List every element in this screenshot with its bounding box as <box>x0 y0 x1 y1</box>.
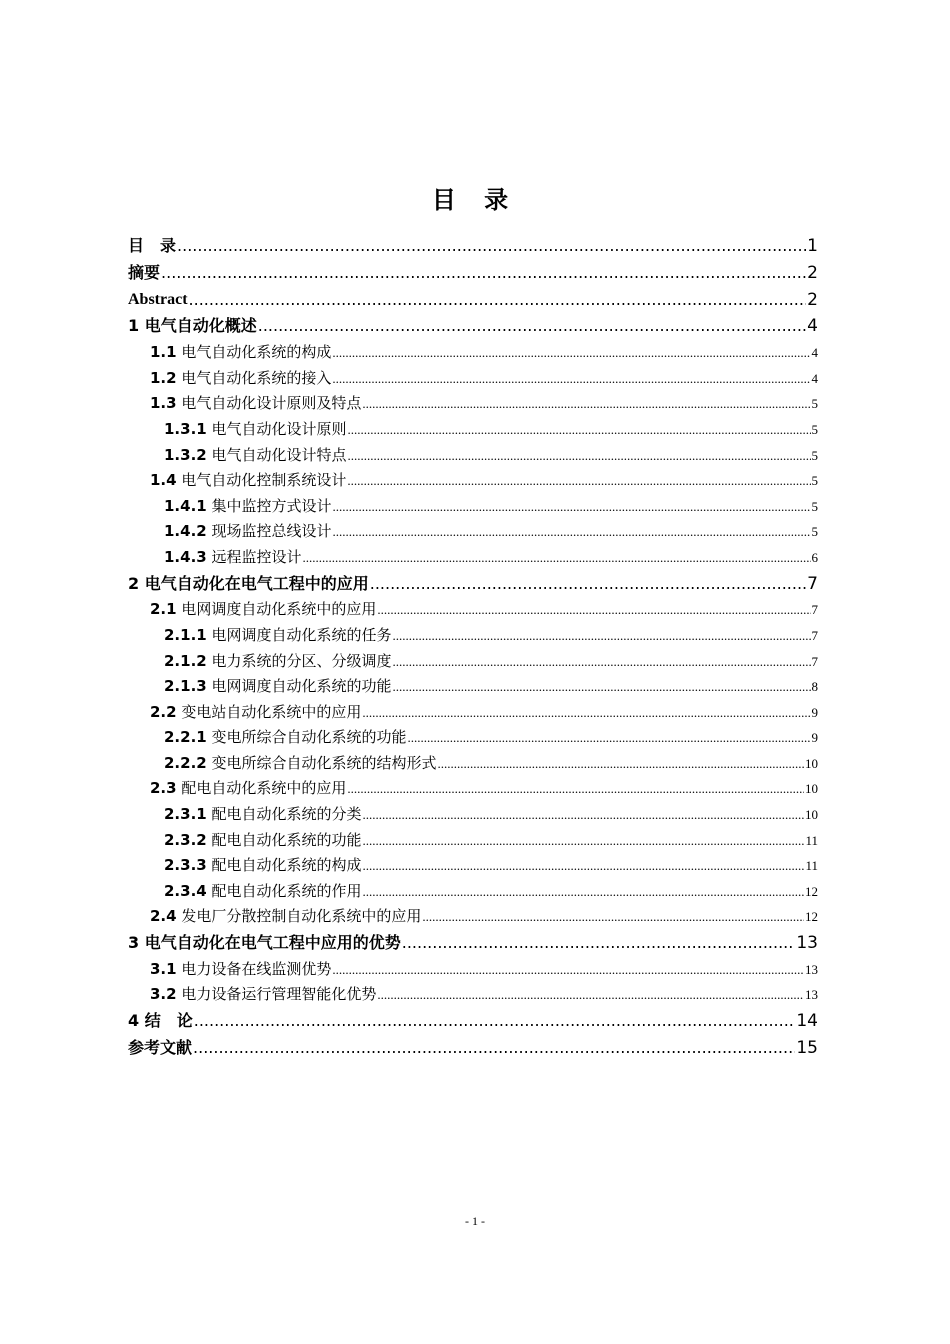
toc-entry-label <box>164 751 437 777</box>
toc-entry-label <box>164 725 407 751</box>
toc-entry[interactable] <box>128 260 818 287</box>
toc-entry-text: 发电厂分散控制自动化系统中的应用 <box>181 907 422 926</box>
toc-entry-text: 结 论 <box>144 1011 193 1031</box>
toc-entry-text: 配电自动化系统的分类 <box>211 805 362 824</box>
toc-entry-text: Abstract <box>128 290 188 308</box>
toc-entry-text: 电气自动化控制系统设计 <box>181 471 347 490</box>
toc-entry[interactable] <box>128 904 818 930</box>
toc-entry[interactable] <box>128 417 818 443</box>
toc-entry[interactable] <box>128 828 818 854</box>
toc-entry[interactable] <box>128 751 818 777</box>
toc-entry-label <box>128 313 257 340</box>
toc-leader-dots <box>348 417 811 443</box>
toc-entry-label <box>164 623 392 649</box>
toc-entry[interactable] <box>128 674 818 700</box>
toc-page-number: 15 <box>796 1037 818 1058</box>
toc-leader-dots <box>422 904 804 930</box>
toc-entry-text: 变电所综合自动化系统的结构形式 <box>211 753 437 772</box>
toc-entry[interactable] <box>128 957 818 983</box>
toc-entry[interactable] <box>128 700 818 726</box>
toc-entry-number: 3.1 <box>150 959 177 978</box>
toc-entry[interactable] <box>128 233 818 260</box>
toc-entry-text: 摘要 <box>128 262 161 282</box>
toc-entry-label <box>164 879 362 905</box>
toc-entry-text: 变电所综合自动化系统的功能 <box>211 728 407 747</box>
toc-entry[interactable] <box>128 725 818 751</box>
toc-entry[interactable] <box>128 930 818 957</box>
toc-leader-dots <box>363 879 804 905</box>
toc-entry-label <box>164 649 392 675</box>
toc-entry-number: 3 <box>128 933 140 953</box>
toc-entry-label <box>150 468 346 494</box>
toc-entry-text: 配电自动化系统的作用 <box>211 881 362 900</box>
toc-entry-text: 电力设备在线监测优势 <box>181 959 332 978</box>
toc-entry-number: 2.1 <box>150 600 177 619</box>
toc-entry[interactable] <box>128 468 818 494</box>
toc-page-number: 11 <box>805 832 818 848</box>
toc-leader-dots <box>333 519 811 545</box>
toc-entry[interactable] <box>128 776 818 802</box>
toc-entry-number: 1.3 <box>150 394 177 413</box>
toc-entry[interactable] <box>128 597 818 623</box>
toc-entry-number: 1 <box>128 316 140 336</box>
toc-entry[interactable] <box>128 802 818 828</box>
toc-page-number: 11 <box>805 858 818 874</box>
toc-entry-number: 1.4 <box>150 471 177 490</box>
toc-page-number: 6 <box>811 549 818 565</box>
toc-entry-label <box>164 417 347 443</box>
toc-entry-text: 配电自动化系统的构成 <box>211 856 362 875</box>
toc-entry-number: 2 <box>128 573 140 593</box>
toc-entry-label <box>128 930 401 957</box>
toc-leader-dots <box>303 545 811 571</box>
toc-leader-dots <box>393 623 811 649</box>
toc-page-number: 10 <box>805 781 818 797</box>
toc-entry-label <box>164 828 362 854</box>
toc-page-number: 13 <box>805 987 818 1003</box>
toc-entry-label <box>150 982 376 1008</box>
toc-leader-dots <box>362 391 810 417</box>
toc-leader-dots <box>189 287 807 314</box>
toc-leader-dots <box>362 700 810 726</box>
toc-entry-text: 电力设备运行管理智能化优势 <box>181 985 377 1004</box>
toc-entry-number: 2.4 <box>150 907 177 926</box>
toc-entry[interactable] <box>128 571 818 598</box>
toc-page-number: 9 <box>811 730 818 746</box>
toc-page-number: 5 <box>811 524 818 540</box>
toc-leader-dots <box>332 340 810 366</box>
toc-entry[interactable] <box>128 391 818 417</box>
toc-entry-label <box>164 853 362 879</box>
toc-entry[interactable] <box>128 545 818 571</box>
toc-entry-text: 现场监控总线设计 <box>211 522 332 541</box>
toc-entry-label <box>128 233 176 260</box>
toc-entry-text: 电气自动化概述 <box>144 316 257 336</box>
toc-page-number: 10 <box>805 755 818 771</box>
toc-leader-dots <box>333 494 811 520</box>
toc-page-number: 1 <box>807 236 818 256</box>
toc-entry-number: 4 <box>128 1011 140 1031</box>
toc-leader-dots <box>363 828 805 854</box>
toc-entry-label <box>164 443 347 469</box>
toc-entry-label <box>150 340 331 366</box>
toc-page-number: 4 <box>811 370 818 386</box>
toc-entry-label <box>164 545 302 571</box>
toc-leader-dots <box>402 930 796 957</box>
toc-leader-dots <box>348 443 811 469</box>
toc-entry-label <box>128 571 369 598</box>
toc-entry-label <box>164 802 362 828</box>
toc-entry[interactable] <box>128 287 818 314</box>
toc-entry-number: 1.1 <box>150 343 177 362</box>
toc-entry-number: 1.3.2 <box>164 445 207 464</box>
toc-entry-text: 电气自动化系统的接入 <box>181 368 332 387</box>
toc-entry-label <box>150 391 361 417</box>
toc-entry-label <box>150 700 361 726</box>
toc-entry-label <box>128 1008 193 1035</box>
toc-entry-label <box>128 260 160 287</box>
toc-leader-dots <box>370 571 806 598</box>
toc-entry-text: 变电站自动化系统中的应用 <box>181 702 362 721</box>
toc-entry-label <box>164 519 332 545</box>
toc-entry-text: 集中监控方式设计 <box>211 496 332 515</box>
toc-entry-label <box>150 366 331 392</box>
toc-page-number: 7 <box>811 627 818 643</box>
toc-entry-number: 2.3.4 <box>164 881 207 900</box>
toc-entry[interactable] <box>128 649 818 675</box>
toc-leader-dots <box>377 597 810 623</box>
toc-entry[interactable] <box>128 443 818 469</box>
toc-entry-number: 2.1.1 <box>164 625 207 644</box>
toc-leader-dots <box>393 674 811 700</box>
toc-page-number: 5 <box>811 396 818 412</box>
toc-entry-number: 2.3.1 <box>164 805 207 824</box>
toc-leader-dots <box>161 260 806 287</box>
toc-entry-text: 电网调度自动化系统中的应用 <box>181 600 377 619</box>
toc-entry[interactable] <box>128 366 818 392</box>
toc-leader-dots <box>194 1008 796 1035</box>
toc-entry-number: 1.4.3 <box>164 547 207 566</box>
toc-entry-text: 目 录 <box>128 236 177 255</box>
toc-entry-label <box>150 904 421 930</box>
toc-entry[interactable] <box>128 519 818 545</box>
toc-leader-dots <box>363 853 805 879</box>
toc-entry-text: 电气自动化系统的构成 <box>181 343 332 362</box>
toc-entry-text: 电气自动化在电气工程中应用的优势 <box>144 933 401 953</box>
toc-page-number: 5 <box>811 421 818 437</box>
toc-entry-number: 2.1.2 <box>164 651 207 670</box>
toc-entry-label <box>128 287 188 314</box>
toc-entry[interactable] <box>128 494 818 520</box>
toc-entry-number: 1.2 <box>150 368 177 387</box>
toc-entry-label <box>150 957 331 983</box>
toc-leader-dots <box>363 802 804 828</box>
toc-entry-text: 电气自动化设计原则及特点 <box>181 394 362 413</box>
toc-leader-dots <box>332 957 804 983</box>
toc-page-number: 5 <box>811 498 818 514</box>
toc-page-number: 2 <box>807 262 818 283</box>
toc-leader-dots <box>393 649 811 675</box>
toc-entry-number: 2.2.2 <box>164 753 207 772</box>
toc-entry-label <box>164 494 332 520</box>
toc-page-number: 2 <box>807 289 818 310</box>
toc-entry-number: 2.2 <box>150 702 177 721</box>
toc-page-number: 7 <box>807 573 818 594</box>
toc-page-number: 14 <box>796 1011 818 1032</box>
toc-page-number: 7 <box>811 602 818 618</box>
toc-page-number: 5 <box>811 473 818 489</box>
toc-entry[interactable] <box>128 982 818 1008</box>
toc-leader-dots <box>177 233 806 260</box>
toc-entry[interactable] <box>128 623 818 649</box>
toc-page-number: 9 <box>811 704 818 720</box>
toc-entry[interactable] <box>128 1008 818 1035</box>
toc-entry-text: 电网调度自动化系统的任务 <box>211 625 392 644</box>
toc-leader-dots <box>408 725 811 751</box>
toc-page-number: 12 <box>805 909 818 925</box>
toc-leader-dots <box>347 468 810 494</box>
toc-entry-label <box>128 1035 192 1062</box>
toc-entry-label <box>150 776 346 802</box>
toc-page-number: 5 <box>811 447 818 463</box>
page-footer-number: - 1 - <box>465 1214 485 1228</box>
toc-leader-dots <box>377 982 804 1008</box>
toc-leader-dots <box>258 313 806 340</box>
toc-entry-number: 1.4.2 <box>164 522 207 541</box>
toc-entry-text: 电气自动化设计特点 <box>211 445 347 464</box>
page-title: 目 录 <box>431 186 519 214</box>
toc-page-number: 7 <box>811 653 818 669</box>
toc-entry-number: 2.3.3 <box>164 856 207 875</box>
toc-page-number: 13 <box>796 933 818 954</box>
toc-entry-text: 电气自动化设计原则 <box>211 419 347 438</box>
toc-entry[interactable] <box>128 340 818 366</box>
toc-page-number: 13 <box>805 961 818 977</box>
toc-entry-number: 3.2 <box>150 985 177 1004</box>
toc-entry[interactable] <box>128 879 818 905</box>
toc-page-number: 4 <box>807 316 818 337</box>
toc-entry-number: 2.1.3 <box>164 677 207 696</box>
toc-page-number: 12 <box>805 883 818 899</box>
toc-page-number: 8 <box>811 679 818 695</box>
toc-entry-label <box>150 597 376 623</box>
toc-entry-number: 2.3 <box>150 779 177 798</box>
toc-entry-number: 2.2.1 <box>164 728 207 747</box>
toc-leader-dots <box>332 366 810 392</box>
toc-entry-text: 电气自动化在电气工程中的应用 <box>144 573 369 593</box>
toc-page-number: 10 <box>805 807 818 823</box>
toc-entry[interactable] <box>128 313 818 340</box>
toc-entry-label <box>164 674 392 700</box>
table-of-contents <box>128 233 818 1062</box>
toc-leader-dots <box>438 751 804 777</box>
toc-leader-dots <box>193 1035 795 1062</box>
toc-entry-text: 参考文献 <box>128 1037 193 1057</box>
toc-entry[interactable] <box>128 1035 818 1062</box>
toc-entry-text: 远程监控设计 <box>211 547 302 566</box>
toc-entry-number: 1.4.1 <box>164 496 207 515</box>
toc-entry-text: 配电自动化系统的功能 <box>211 830 362 849</box>
toc-entry-text: 配电自动化系统中的应用 <box>181 779 347 798</box>
toc-entry-number: 2.3.2 <box>164 830 207 849</box>
toc-entry-number: 1.3.1 <box>164 419 207 438</box>
toc-entry-text: 电力系统的分区、分级调度 <box>211 651 392 670</box>
toc-page-number: 4 <box>811 345 818 361</box>
toc-leader-dots <box>347 776 804 802</box>
toc-entry[interactable] <box>128 853 818 879</box>
toc-entry-text: 电网调度自动化系统的功能 <box>211 677 392 696</box>
